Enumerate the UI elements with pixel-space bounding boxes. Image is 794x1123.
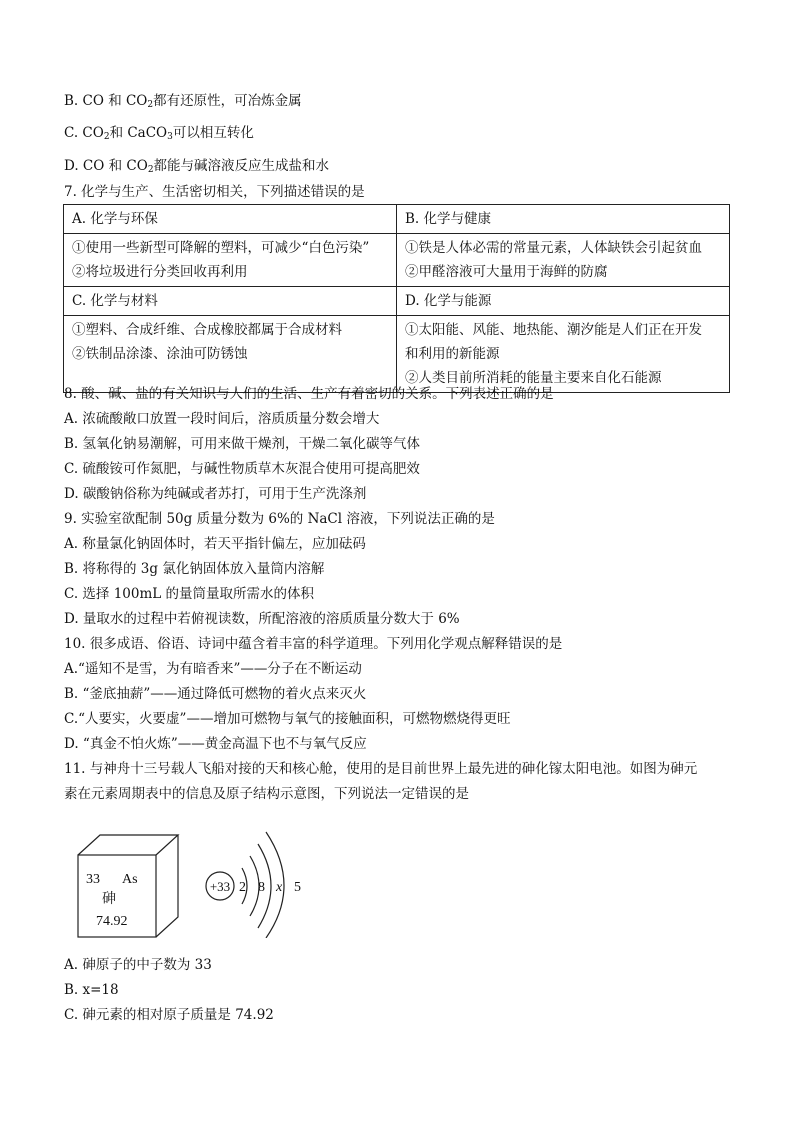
q7-cell-b-body xyxy=(397,234,730,287)
q6-option-b: B. CO 和 $CO_2$都有还原性，可冶炼金属 xyxy=(64,93,302,110)
q7-cell-c-head: C. 化学与材料 xyxy=(64,287,397,316)
q10-stem: 10. 很多成语、俗语、诗词中蕴含着丰富的科学道理。下列用化学观点解释错误的是 xyxy=(64,636,563,652)
shell-3-electrons: x xyxy=(276,880,283,895)
q8-option-a: A. 浓硫酸敞口放置一段时间后，溶质质量分数会增大 xyxy=(64,411,380,427)
q7-b-line-1: ①铁是人体必需的常量元素，人体缺铁会引起贫血 xyxy=(405,240,702,256)
atom-structure-diagram xyxy=(198,826,318,938)
q9-option-a: A. 称量氯化钠固体时，若天平指针偏左，应加砝码 xyxy=(64,536,366,552)
q11-option-a: A. 砷原子的中子数为 33 xyxy=(64,957,212,973)
q8-option-d: D. 碳酸钠俗称为纯碱或者苏打，可用于生产洗涤剂 xyxy=(64,486,367,502)
q10-option-a: A.“遥知不是雪，为有暗香来”——分子在不断运动 xyxy=(64,661,362,677)
q10-option-c: C.“人要实，火要虚”——增加可燃物与氧气的接触面积，可燃物燃烧得更旺 xyxy=(64,711,511,727)
element-symbol: As xyxy=(122,872,138,887)
nucleus-charge: +33 xyxy=(209,879,231,894)
q7-a-line-1: ①使用一些新型可降解的塑料，可减少“白色污染” xyxy=(72,240,370,256)
q7-cell-a-body xyxy=(64,234,397,287)
q11-stem-line-2: 素在元素周期表中的信息及原子结构示意图，下列说法一定错误的是 xyxy=(64,786,469,802)
q7-cell-d-head: D. 化学与能源 xyxy=(397,287,730,316)
q11-stem-line-1: 11. 与神舟十三号载人飞船对接的天和核心舱，使用的是目前世界上最先进的砷化镓太阳电池。如图为砷元 xyxy=(64,761,698,777)
q7-c-line-2: ②铁制品涂漆、涂油可防锈蚀 xyxy=(72,346,248,362)
arsenic-element-cell xyxy=(76,833,180,941)
q7-c-line-1: ①塑料、合成纤维、合成橡胶都属于合成材料 xyxy=(72,322,342,338)
element-name: 砷 xyxy=(102,891,116,907)
element-atomic-number: 33 xyxy=(86,872,100,887)
q9-option-b: B. 将称得的 3g 氯化钠固体放入量筒内溶解 xyxy=(64,561,325,577)
q7-cell-a-head: A. 化学与环保 xyxy=(64,205,397,234)
q7-cell-d-body xyxy=(397,316,730,393)
q9-stem: 9. 实验室欲配制 50g 质量分数为 6%的 NaCl 溶液，下列说法正确的是 xyxy=(64,511,495,527)
shell-4-electrons: 5 xyxy=(294,880,301,895)
q7-d-line-2: ②人类目前所消耗的能量主要来自化石能源 xyxy=(405,370,662,386)
q6-option-c: C. $CO_2$和 CaCO$_3$可以相互转化 xyxy=(64,125,254,142)
q7-a-line-2: ②将垃圾进行分类回收再利用 xyxy=(72,264,248,280)
q11-option-b: B. x=18 xyxy=(64,982,119,998)
q7-b-line-2: ②甲醛溶液可大量用于海鲜的防腐 xyxy=(405,264,608,280)
q9-option-d: D. 量取水的过程中若俯视读数，所配溶液的溶质质量分数大于 6% xyxy=(64,611,460,627)
shell-1-electrons: 2 xyxy=(239,880,246,895)
q7-stem: 7. 化学与生产、生活密切相关，下列描述错误的是 xyxy=(64,184,365,200)
q11-option-c: C. 砷元素的相对原子质量是 74.92 xyxy=(64,1007,274,1023)
q7-cell-c-body xyxy=(64,316,397,393)
q7-cell-b-head: B. 化学与健康 xyxy=(397,205,730,234)
shell-2-electrons: 8 xyxy=(258,880,265,895)
q7-table xyxy=(63,204,730,393)
q10-option-d: D. “真金不怕火炼”——黄金高温下也不与氧气反应 xyxy=(64,736,367,752)
q7-d-line-1: ①太阳能、风能、地热能、潮汐能是人们正在开发 xyxy=(405,322,702,338)
q9-option-c: C. 选择 100mL 的量筒量取所需水的体积 xyxy=(64,586,315,602)
q6-option-d: D. CO 和 $CO_2$都能与碱溶液反应生成盐和水 xyxy=(64,158,330,175)
q8-option-c: C. 硫酸铵可作氮肥，与碱性物质草木灰混合使用可提高肥效 xyxy=(64,461,420,477)
q8-stem: 8. 酸、碱、盐的有关知识与人们的生活、生产有着密切的关系。下列表述正确的是 xyxy=(64,386,554,402)
q8-option-b: B. 氢氧化钠易潮解，可用来做干燥剂，干燥二氧化碳等气体 xyxy=(64,436,421,452)
element-atomic-mass: 74.92 xyxy=(96,914,128,929)
q7-d-line-1b: 和利用的新能源 xyxy=(405,346,500,362)
q10-option-b: B. “釜底抽薪”——通过降低可燃物的着火点来灭火 xyxy=(64,686,367,702)
